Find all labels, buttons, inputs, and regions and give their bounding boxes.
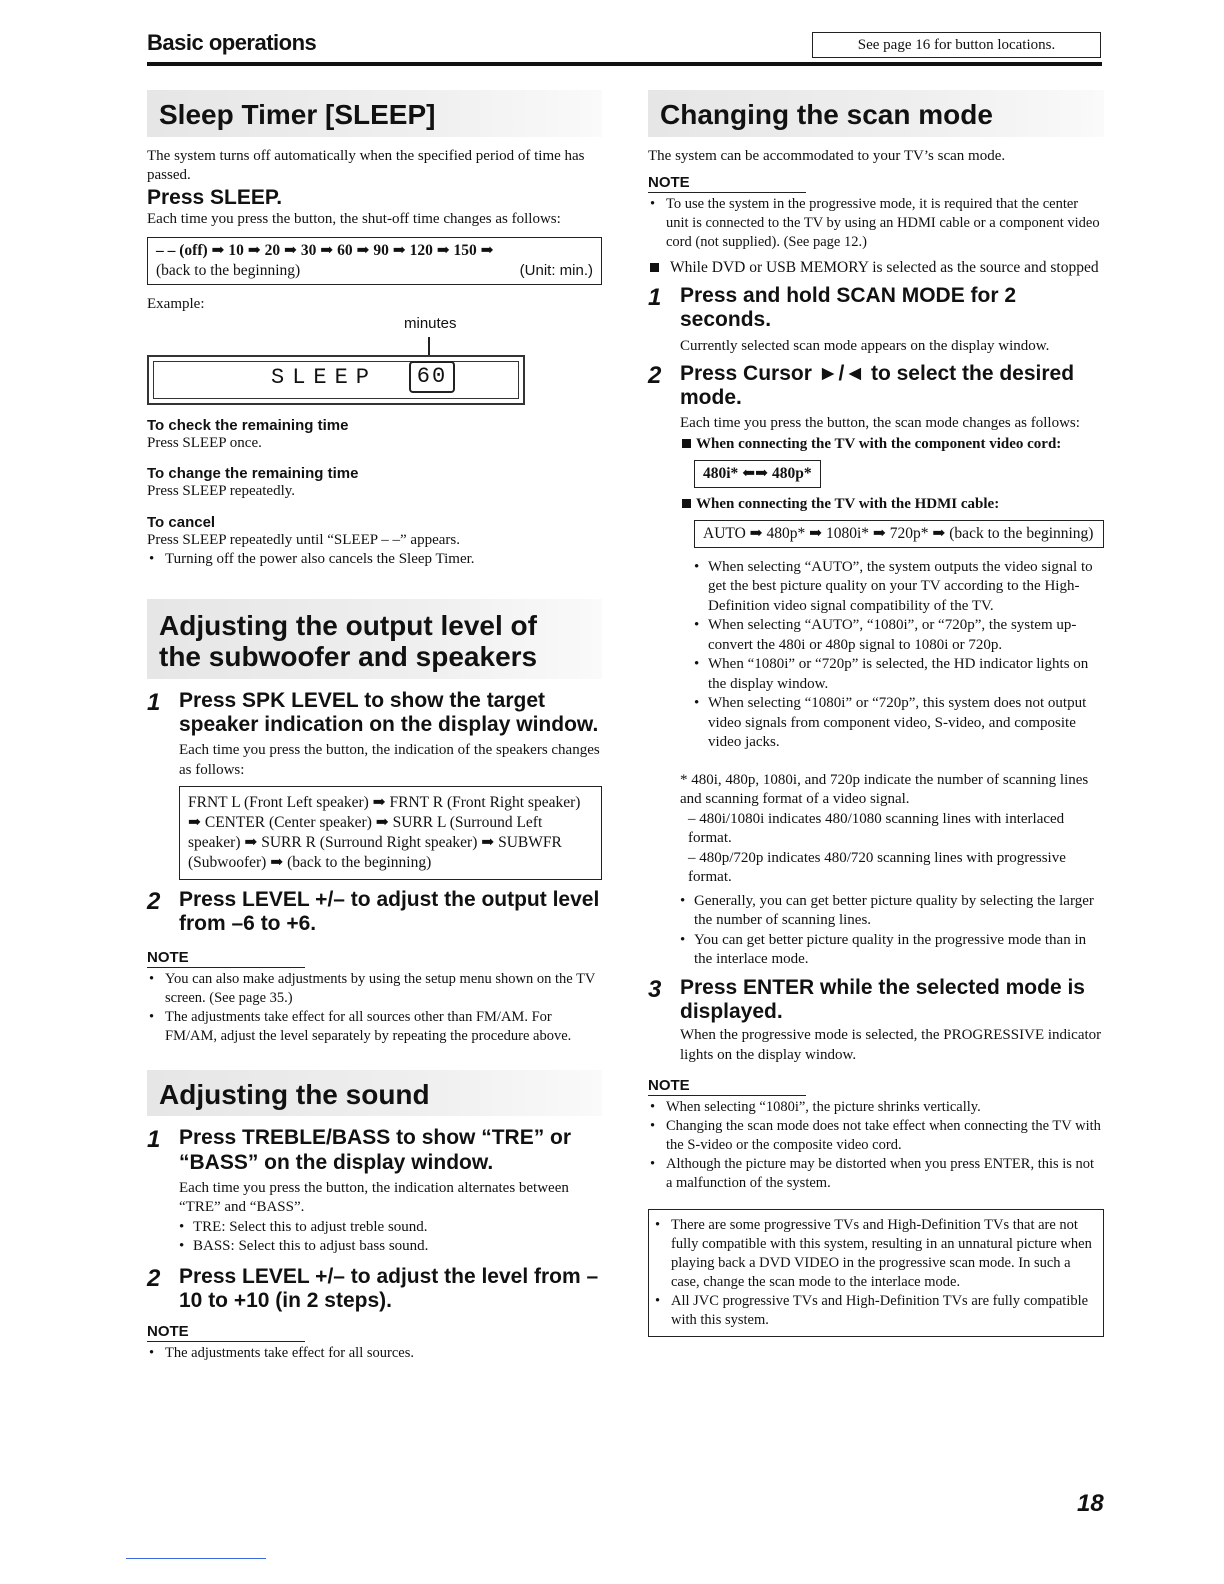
step-number: 3 [648, 975, 662, 1003]
display-window [147, 355, 525, 405]
component-heading: When connecting the TV with the component video cord: [680, 434, 1104, 454]
hd-indicator-bullet: • When “1080i” or “720p” is selected, the HD indicator lights on the display window. [694, 655, 1104, 694]
header-rule [147, 62, 1102, 66]
output-note-1: • You can also make adjustments by using the setup menu shown on the TV screen. (See page 35.) [147, 970, 602, 1008]
display-illustration [147, 301, 602, 411]
example-label: Example: [147, 296, 205, 313]
scan-note2-2: • Changing the scan mode does not take effect when connecting the TV with the S-video or the composite video cord. [648, 1117, 1104, 1155]
sound-note-1: • The adjustments take effect for all sources. [147, 1344, 602, 1363]
component-sequence-box: 480i* ⬅➡ 480p* [694, 460, 821, 488]
sound-step-1 [147, 1126, 602, 1256]
display-number: 60 [409, 361, 455, 393]
auto-bullet: • When selecting “AUTO”, the system outputs the video signal to get the best picture quality on your TV according to the High-Definition video signal compatibility of the TV. [694, 558, 1104, 617]
sound-bullet-tre: • TRE: Select this to adjust treble sound. [179, 1218, 602, 1238]
scan-step-2 [648, 362, 1104, 970]
sound-step2-heading: Press LEVEL +/– to adjust the level from – 10 to +10 (in 2 steps). [179, 1264, 599, 1312]
press-sleep-heading: Press SLEEP. [147, 185, 283, 209]
compatibility-box [648, 1209, 1104, 1337]
scan-step1-heading: Press and hold SCAN MODE for 2 seconds. [680, 284, 1017, 332]
compatibility-note-1: • There are some progressive TVs and High-Definition TVs that are not fully compatible with this system, resulting in an unnatural picture when playing back a DVD VIDEO in the progressive scan mode. In such a case, change the scan mode to the interlace mode. [653, 1216, 1095, 1292]
footnote-3: – 480p/720p indicates 480/720 scanning lines with progressive format. [688, 849, 1066, 886]
scan-note-label: NOTE [648, 174, 806, 193]
sound-step1-heading: Press TREBLE/BASS to show “TRE” or “BASS” on the display window. [179, 1126, 572, 1174]
output-step-2 [147, 888, 602, 936]
sound-step1-text: Each time you press the button, the indication alternates between “TRE” and “BASS”. [179, 1179, 569, 1216]
compatibility-note-2: • All JVC progressive TVs and High-Definition TVs are fully compatible with this system. [653, 1292, 1095, 1330]
scan-title: Changing the scan mode [648, 90, 1104, 137]
scan-step3-text: When the progressive mode is selected, the PROGRESSIVE indicator lights on the display window. [680, 1027, 1102, 1063]
sound-bullet-bass: • BASS: Select this to adjust bass sound. [179, 1237, 602, 1257]
output-step1-text: Each time you press the button, the indication of the speakers changes as follows: [179, 742, 600, 778]
output-note-label: NOTE [147, 949, 305, 968]
section-title: Basic operations [147, 30, 317, 55]
check-heading: To check the remaining time [147, 416, 349, 434]
scan-note2-1: • When selecting “1080i”, the picture shrinks vertically. [648, 1098, 1104, 1117]
minutes-label: minutes [404, 314, 457, 332]
step-number: 2 [147, 888, 161, 916]
step-number: 2 [147, 1264, 161, 1292]
sleep-sequence-line2: (back to the beginning) [156, 262, 301, 280]
change-heading: To change the remaining time [147, 465, 359, 483]
sound-note-label: NOTE [147, 1323, 305, 1342]
scan-step1-text: Currently selected scan mode appears on the display window. [680, 337, 1050, 354]
sleep-title: Sleep Timer [SLEEP] [147, 90, 602, 137]
page-number: 18 [1077, 1490, 1104, 1517]
check-text: Press SLEEP once. [147, 434, 262, 451]
sleep-sequence-line1: – – (off) ➡ 10 ➡ 20 ➡ 30 ➡ 60 ➡ 90 ➡ 120 ➡ 150 ➡ [156, 242, 494, 260]
scan-step2-text: Each time you press the button, the scan mode changes as follows: [680, 415, 1080, 432]
scan-step3-heading: Press ENTER while the selected mode is displayed. [680, 975, 1085, 1023]
scan-note-1: • To use the system in the progressive mode, it is required that the center unit is connected to the TV by using an HDMI cable or a component video cord (not supplied). (See page 12.) [648, 195, 1104, 252]
scan-condition: While DVD or USB MEMORY is selected as the source and stopped [648, 258, 1104, 278]
change-text: Press SLEEP repeatedly. [147, 483, 296, 500]
left-column [147, 90, 602, 1363]
sound-step-2 [147, 1265, 602, 1313]
reference-box: See page 16 for button locations. [812, 32, 1101, 58]
right-column [648, 90, 1104, 1337]
cancel-heading: To cancel [147, 513, 216, 531]
output-title-line2: the subwoofer and speakers [159, 641, 538, 673]
hdmi-sequence-box: AUTO ➡ 480p* ➡ 1080i* ➡ 720p* ➡ (back to the beginning) [694, 520, 1104, 548]
output-note-2: • The adjustments take effect for all sources other than FM/AM. For FM/AM, adjust the level separately by repeating the procedure above. [147, 1008, 602, 1046]
no-output-bullet: • When selecting “1080i” or “720p”, this system does not output video signals from component video, S-video, and composite video jacks. [694, 694, 1104, 753]
sleep-each: Each time you press the button, the shut-off time changes as follows: [147, 210, 561, 227]
footnote-1: * 480i, 480p, 1080i, and 720p indicate the number of scanning lines and scanning format of a video signal. [680, 771, 1089, 808]
speaker-sequence-box: FRNT L (Front Left speaker) ➡ FRNT R (Front Right speaker) ➡ CENTER (Center speaker) ➡ SURR L (Surround Left speaker) ➡ SURR R (Surround Right speaker) ➡ SUBWFR (Subwoofer) ➡ (back to the beginning) [179, 786, 602, 880]
output-step2-heading: Press LEVEL +/– to adjust the output level from –6 to +6. [179, 888, 600, 936]
display-text: SLEEP [271, 364, 378, 390]
cancel-bullet: • Turning off the power also cancels the Sleep Timer. [147, 550, 602, 569]
sleep-unit: (Unit: min.) [519, 262, 593, 280]
footnote-4: • Generally, you can get better picture quality by selecting the larger the number of scanning lines. [680, 892, 1104, 931]
scan-intro: The system can be accommodated to your TV’s scan mode. [648, 147, 1006, 164]
output-title [147, 599, 602, 679]
footnote-2: – 480i/1080i indicates 480/1080 scanning lines with interlaced format. [688, 810, 1065, 847]
scan-note2-label: NOTE [648, 1077, 806, 1096]
upconvert-bullet: • When selecting “AUTO”, “1080i”, or “720p”, the system up-convert the 480i or 480p signal to 1080i or 720p. [694, 616, 1104, 655]
step-number: 1 [147, 689, 161, 717]
sleep-sequence-box [147, 237, 602, 285]
footnote-5: • You can get better picture quality in the progressive mode than in the interlace mode. [680, 931, 1104, 970]
output-step1-heading: Press SPK LEVEL to show the target speaker indication on the display window. [179, 689, 599, 737]
sleep-intro: The system turns off automatically when the specified period of time has passed. [147, 147, 585, 184]
step-number: 2 [648, 362, 662, 390]
output-title-line1: Adjusting the output level of [159, 610, 537, 642]
cancel-text: Press SLEEP repeatedly until “SLEEP – –” appears. [147, 531, 460, 548]
step-number: 1 [648, 284, 662, 312]
step-number: 1 [147, 1126, 161, 1154]
scan-step-3 [648, 976, 1104, 1065]
scan-note2-3: • Although the picture may be distorted when you press ENTER, this is not a malfunction of the system. [648, 1155, 1104, 1193]
sound-title: Adjusting the sound [147, 1070, 602, 1117]
output-step-1 [147, 689, 602, 880]
scan-step2-heading: Press Cursor ►/◄ to select the desired mode. [680, 362, 1075, 410]
minutes-pointer [428, 337, 430, 357]
footer-line [126, 1558, 266, 1559]
scan-step-1 [648, 284, 1104, 356]
hdmi-heading: When connecting the TV with the HDMI cable: [680, 494, 1104, 514]
